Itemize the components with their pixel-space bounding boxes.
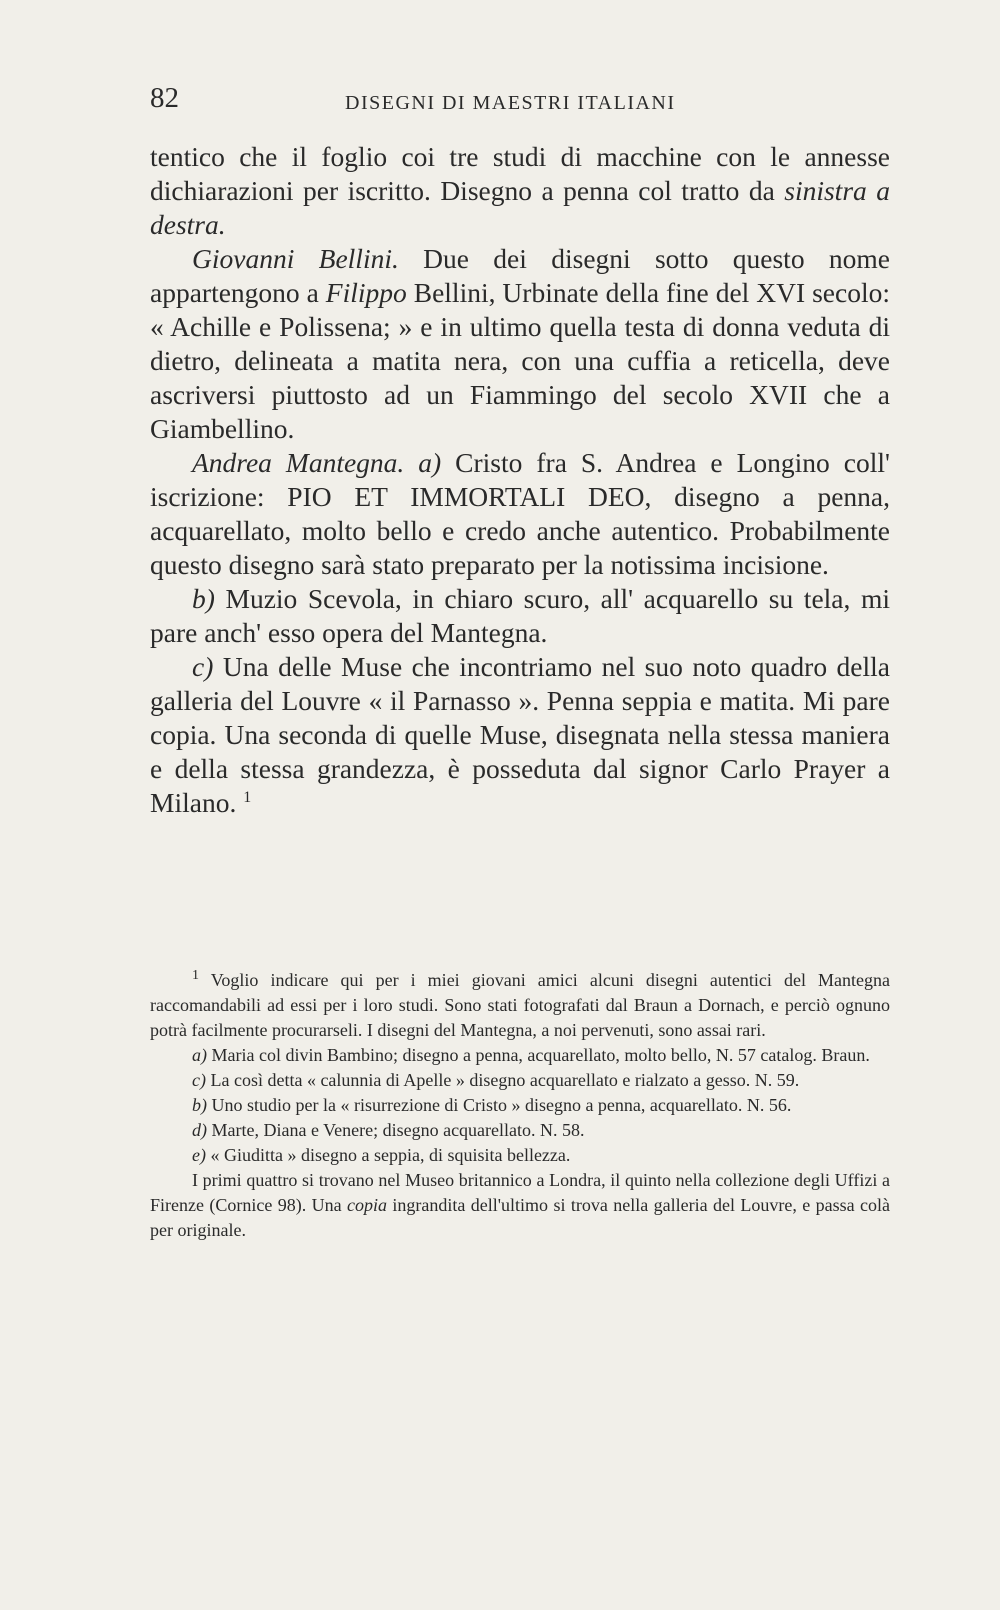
footnote-item-a (150, 1043, 890, 1068)
page-header (150, 82, 890, 122)
item-label: b) (192, 1095, 207, 1115)
footnote-mark: 1 (192, 968, 199, 983)
italic-text: Filippo (325, 277, 407, 308)
paragraph-text: Bellini, Urbinate della fine del XVI secolo: « Achille e Polissena; » e in ultimo quella testa di donna veduta di dietro, delineata a matita nera, con una cuffia a reticella, deve ascriversi piuttosto ad un Fiammingo del secolo XVII che a Giambellino. (150, 277, 890, 444)
page-number: 82 (150, 82, 179, 114)
footnote-text: Voglio indicare qui per i miei giovani amici alcuni disegni autentici del Mantegna raccomandabili ad essi per i loro studi. Sono stati fotografati dal Braun a Dornach, e perciò ognuno potrà facilmente procurarseli. I disegni del Mantegna, a noi pervenuti, sono assai rari. (150, 970, 890, 1040)
footnote-item-d (150, 1118, 890, 1143)
footnote-text: ingrandita dell'ultimo si trova nella galleria del Louvre, e passa colà per originale. (150, 1195, 890, 1240)
paragraph-item-b (150, 582, 890, 650)
footnote-text: « Giuditta » disegno a seppia, di squisita bellezza. (205, 1145, 571, 1165)
running-title: DISEGNI DI MAESTRI ITALIANI (345, 92, 676, 114)
footnote-item-c (150, 1068, 890, 1093)
footnote-text: Maria col divin Bambino; disegno a penna, acquarellato, molto bello, N. 57 catalog. Braun. (207, 1045, 870, 1065)
paragraph-item-c (150, 650, 890, 820)
item-label: b) (192, 583, 215, 614)
footnote-1 (150, 968, 890, 1043)
paragraph-text: tentico che il foglio coi tre studi di macchine con le annesse dichiarazioni per iscritto. Disegno a penna col tratto da (150, 141, 890, 206)
footnote-text: Uno studio per la « risurrezione di Cristo » disegno a penna, acquarellato. N. 56. (207, 1095, 792, 1115)
paragraph-text: Muzio Scevola, in chiaro scuro, all' acquarello su tela, mi pare anch' esso opera del Mantegna. (150, 583, 890, 648)
footnote-item-e (150, 1143, 890, 1168)
paragraph-text: Cristo fra S. Andrea e Longino coll' iscrizione: PIO ET IMMORTALI DEO, disegno a penna, acquarellato, molto bello e credo anche autentico. Probabilmente questo disegno sarà stato preparato per la notissima incisione. (150, 447, 890, 580)
paragraph-text: Due dei disegni sotto questo nome appartengono a (150, 243, 890, 308)
italic-heading: Andrea Mantegna. a) (192, 447, 442, 478)
paragraph-giovanni-bellini (150, 242, 890, 446)
item-label: e) (192, 1145, 206, 1165)
item-label: c) (192, 1070, 206, 1090)
paragraph-continuation (150, 140, 890, 242)
footnote-text: I primi quattro si trovano nel Museo britannico a Londra, il quinto nella collezione degli Uffizi a Firenze (Cornice 98). Una (150, 1170, 890, 1215)
paragraph-text: Una delle Muse che incontriamo nel suo noto quadro della galleria del Louvre « il Parnasso ». Penna seppia e matita. Mi pare copia. Una seconda di quelle Muse, disegnata nella stessa maniera e della stessa grandezza, è posseduta dal signor Carlo Prayer a Milano. (150, 651, 890, 818)
footnote-text: Marte, Diana e Venere; disegno acquarellato. N. 58. (207, 1120, 585, 1140)
italic-text: copia (347, 1195, 388, 1215)
main-text (150, 140, 890, 820)
item-label: d) (192, 1120, 207, 1140)
footnote-text: La così detta « calunnia di Apelle » disegno acquarellato e rialzato a gesso. N. 59. (205, 1070, 800, 1090)
item-label: a) (192, 1045, 207, 1065)
item-label: c) (192, 651, 214, 682)
paragraph-andrea-mantegna (150, 446, 890, 582)
footnotes (150, 968, 890, 1243)
footnote-item-b (150, 1093, 890, 1118)
italic-heading: Giovanni Bellini. (192, 243, 399, 274)
footnote-closing (150, 1168, 890, 1243)
footnote-reference: 1 (243, 788, 252, 806)
italic-text: sinistra a destra. (150, 175, 890, 240)
